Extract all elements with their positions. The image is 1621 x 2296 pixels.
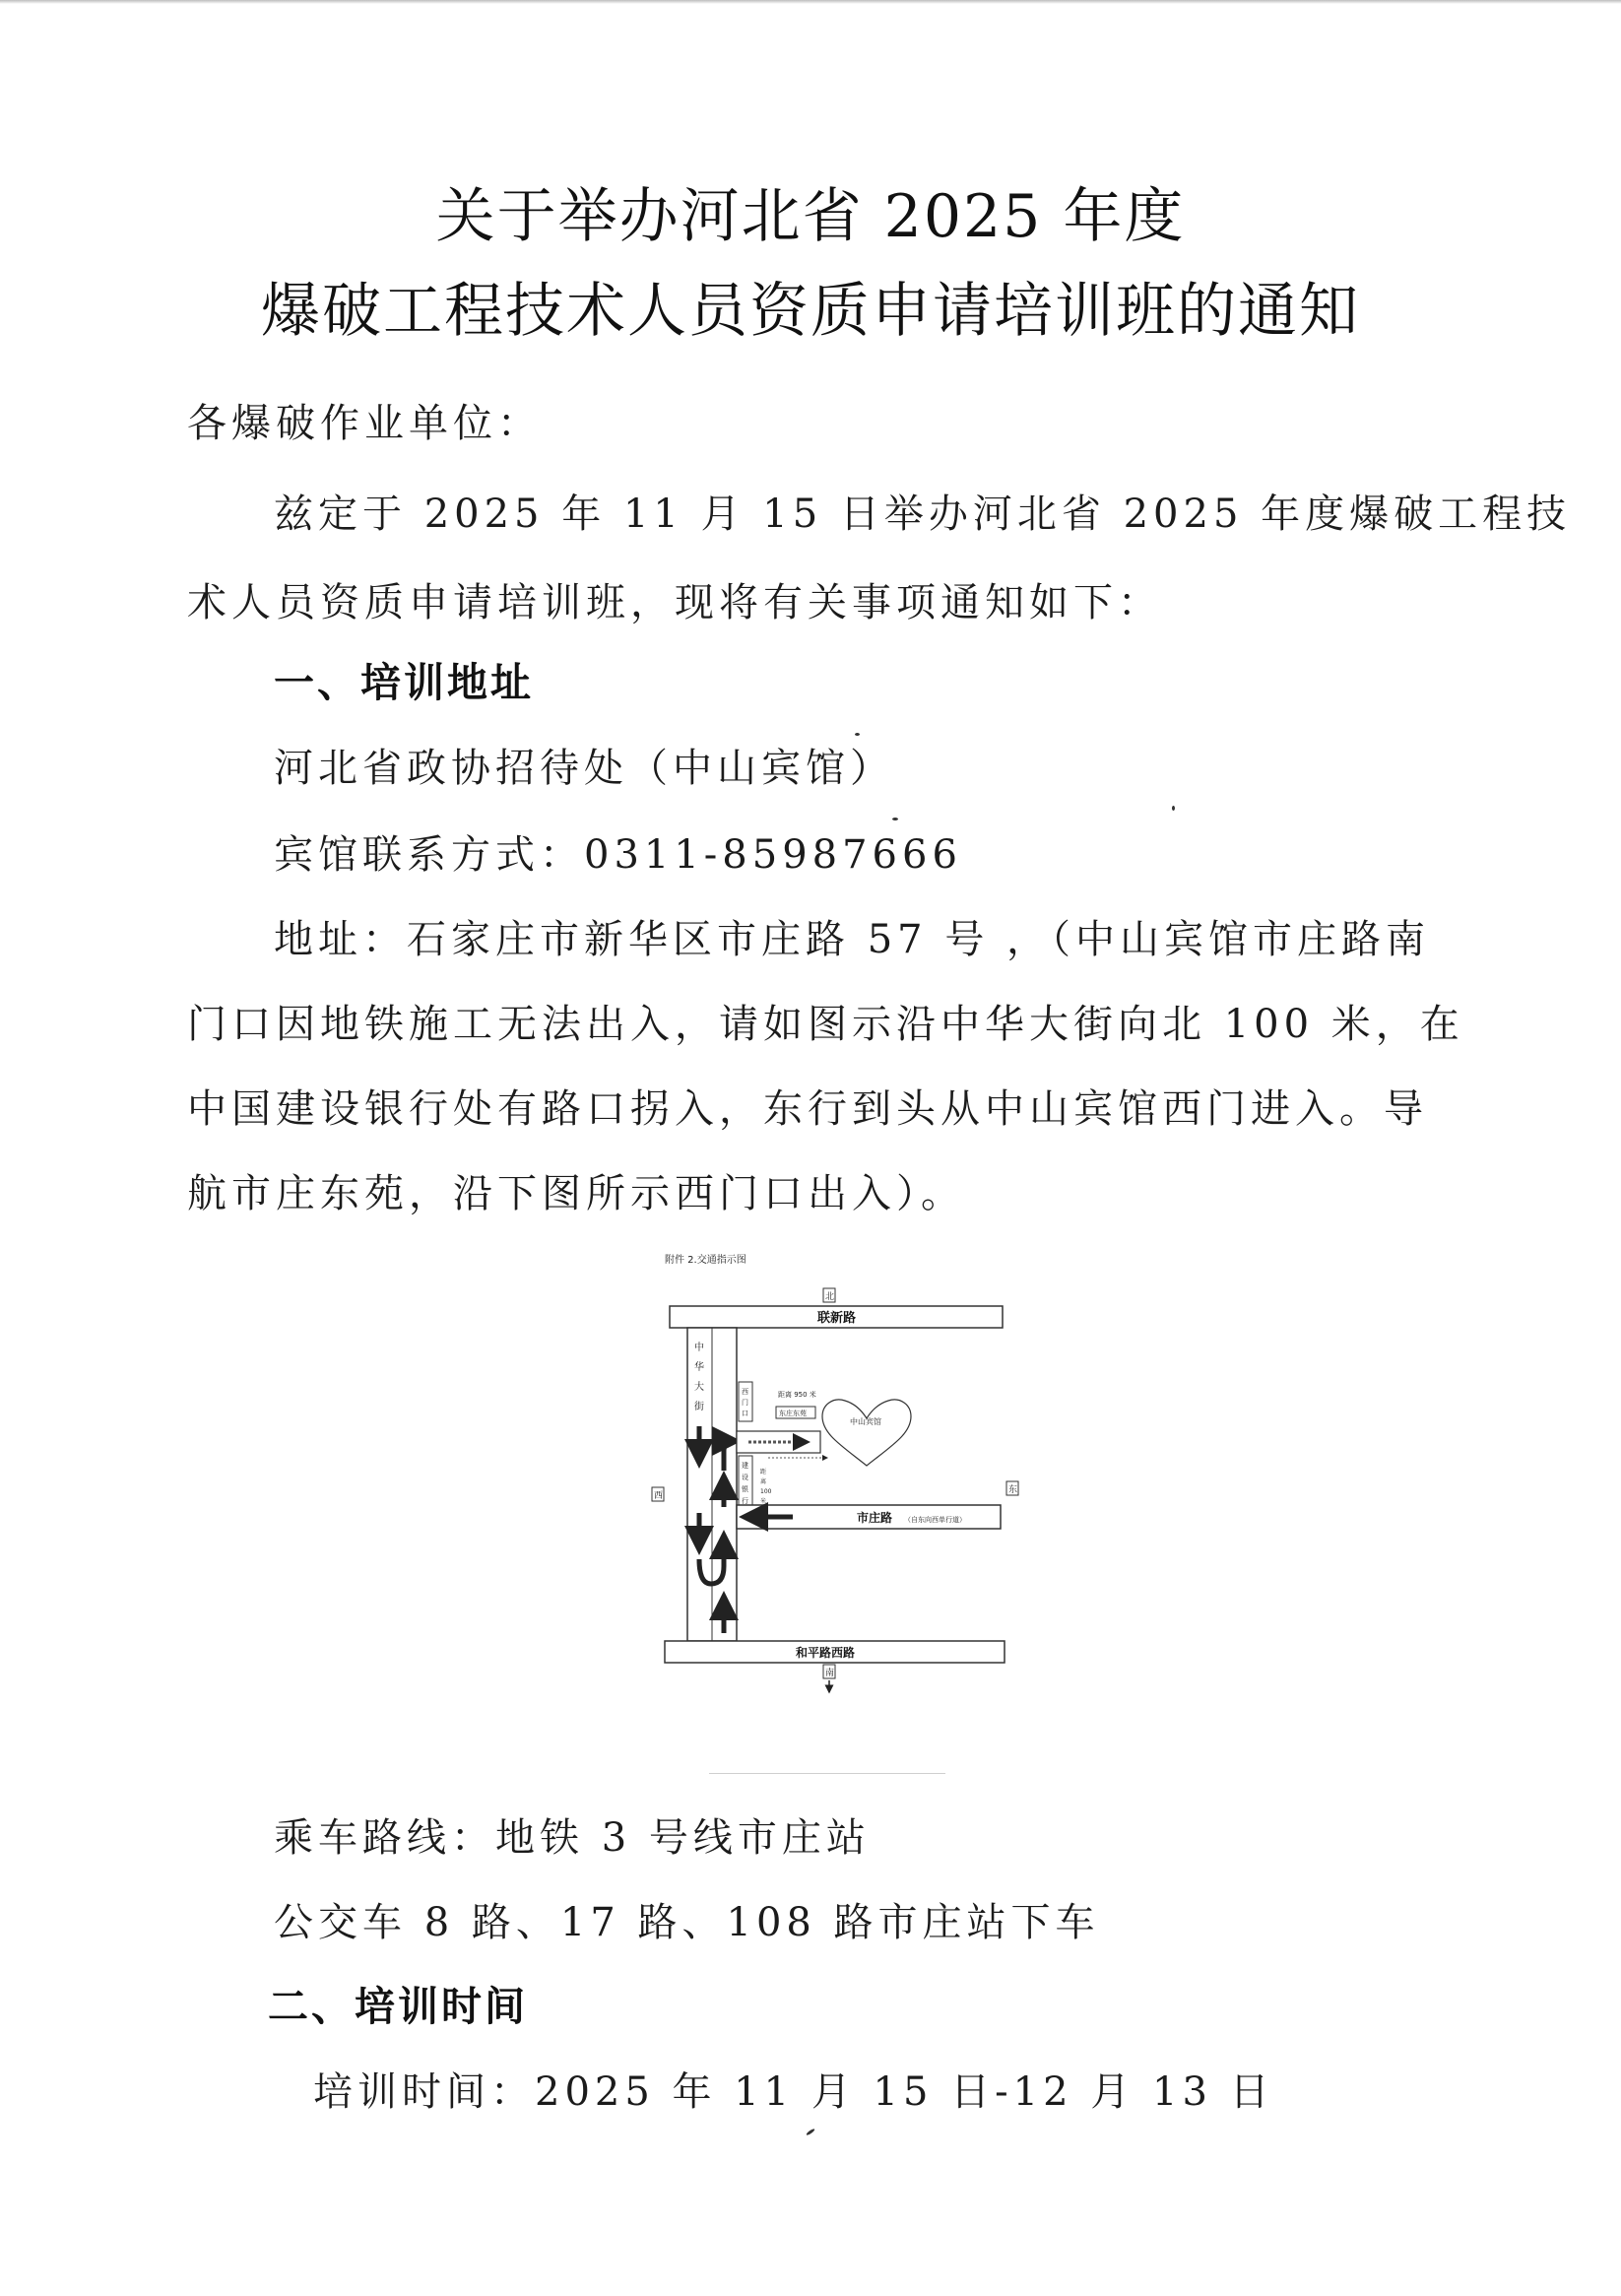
section-heading-address: 一、培训地址 (274, 659, 534, 706)
map-caption: 附件 2.交通指示图 (665, 1255, 746, 1266)
traffic-map (650, 1249, 1044, 1712)
svg-text:口: 口 (742, 1410, 748, 1417)
svg-text:建: 建 (742, 1462, 748, 1470)
svg-text:设: 设 (742, 1474, 748, 1481)
route-bus: 公交车 8 路、17 路、108 路市庄站下车 (274, 1900, 1100, 1945)
svg-text:米: 米 (760, 1498, 767, 1505)
document-title-line-2: 爆破工程技术人员资质申请培训班的通知 (261, 277, 1360, 346)
intro-line-1: 兹定于 2025 年 11 月 15 日举办河北省 2025 年度爆破工程技 (274, 492, 1572, 537)
svg-text:100: 100 (760, 1488, 772, 1495)
training-time: 培训时间：2025 年 11 月 15 日-12 月 13 日 (313, 2069, 1274, 2115)
distance-label: 距离 950 米 (778, 1391, 816, 1399)
road-middle-note: （自东向西单行道） (904, 1516, 966, 1524)
route-subway: 乘车路线：地铁 3 号线市庄站 (274, 1815, 871, 1861)
svg-text:西: 西 (742, 1388, 748, 1396)
svg-text:华: 华 (694, 1362, 704, 1373)
scan-speck (806, 2128, 815, 2135)
salutation: 各爆破作业单位： (187, 401, 542, 446)
address-line-1: 地址：石家庄市新华区市庄路 57 号 ，（中山宾馆市庄路南 (274, 917, 1431, 962)
road-bottom-label: 和平路西路 (796, 1646, 856, 1660)
scan-speck (892, 818, 898, 820)
venue-name: 河北省政协招待处（中山宾馆） (274, 746, 894, 791)
compass-east: 东 (1008, 1485, 1018, 1495)
scan-line (709, 1773, 945, 1774)
document-title-line-1: 关于举办河北省 2025 年度 (435, 182, 1186, 251)
scan-edge (0, 0, 1621, 4)
svg-text:银: 银 (742, 1485, 748, 1493)
section-heading-time: 二、培训时间 (268, 1983, 528, 2030)
scan-speck (1172, 806, 1175, 811)
svg-text:街: 街 (694, 1402, 704, 1412)
svg-text:离: 离 (760, 1478, 767, 1485)
scan-speck (855, 733, 860, 736)
address-line-4: 航市庄东苑，沿下图所示西门口出入）。 (187, 1171, 965, 1216)
hotel-phone: 宾馆联系方式：0311-85987666 (274, 832, 962, 878)
address-line-2: 门口因地铁施工无法出入，请如图示沿中华大街向北 100 米，在 (187, 1002, 1464, 1047)
compass-west: 西 (654, 1491, 664, 1501)
svg-text:行: 行 (742, 1497, 748, 1505)
hotel-label: 中山宾馆 (850, 1417, 881, 1426)
hotel-marker (822, 1400, 911, 1466)
svg-text:中: 中 (694, 1343, 704, 1353)
road-top-label: 联新路 (817, 1311, 857, 1326)
svg-text:门: 门 (742, 1399, 748, 1407)
compass-north: 北 (825, 1292, 835, 1302)
compass-south: 南 (825, 1669, 835, 1678)
svg-text:大: 大 (694, 1382, 704, 1393)
road-middle-label: 市庄路 (857, 1511, 893, 1525)
svg-text:距: 距 (760, 1469, 767, 1476)
address-line-3: 中国建设银行处有路口拐入，东行到头从中山宾馆西门进入。导 (187, 1086, 1428, 1132)
intro-line-2: 术人员资质申请培训班，现将有关事项通知如下： (187, 580, 1162, 625)
sign-label: 东庄东苑 (779, 1410, 807, 1417)
